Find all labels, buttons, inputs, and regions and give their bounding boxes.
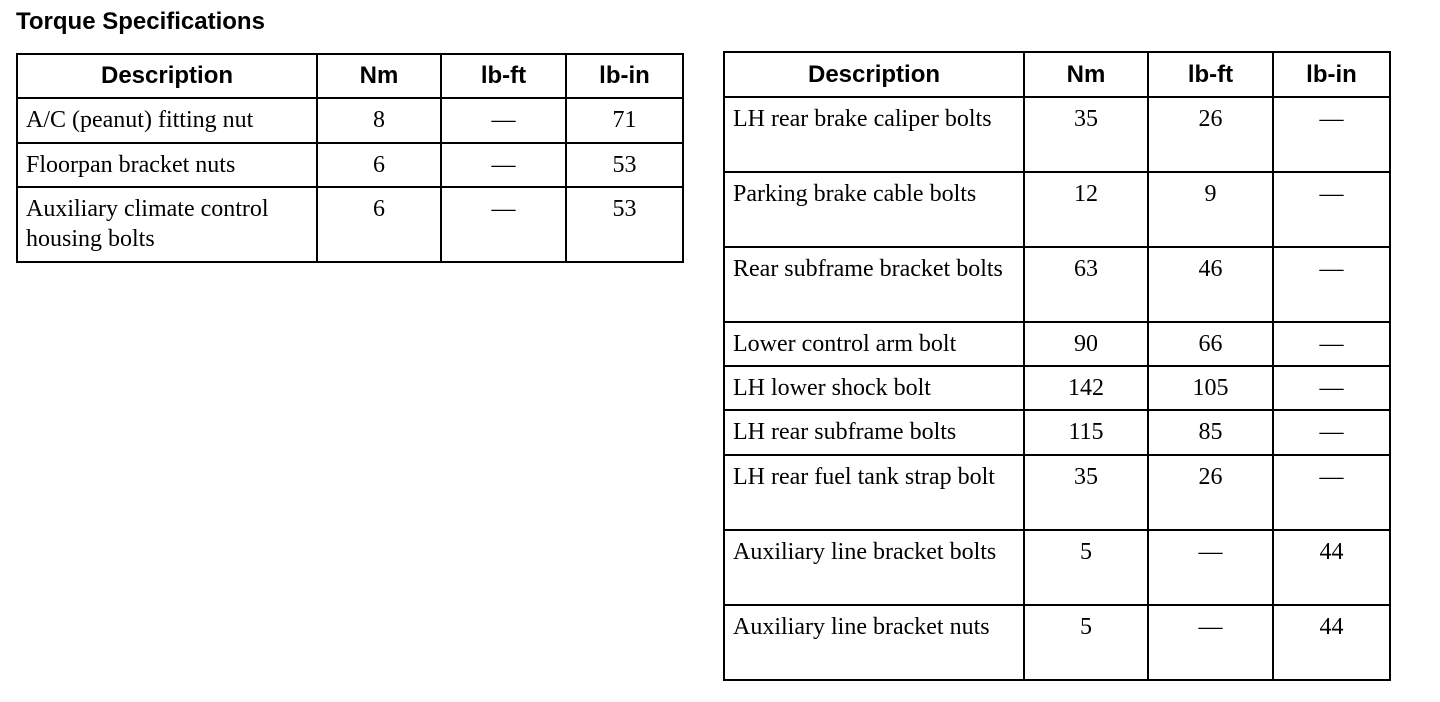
description-cell: Auxiliary line bracket nuts: [724, 605, 1024, 680]
nm-cell: 6: [317, 143, 441, 187]
torque-table-left: [16, 53, 684, 263]
lb-in-cell: 53: [566, 143, 683, 187]
table-row: [17, 143, 683, 187]
lb-ft-cell: 105: [1148, 366, 1273, 410]
nm-cell: 90: [1024, 322, 1148, 366]
description-cell: LH rear brake caliper bolts: [724, 97, 1024, 172]
table-row: [724, 366, 1390, 410]
table-row: [724, 247, 1390, 322]
lb-ft-cell: 26: [1148, 455, 1273, 530]
column-header-description: Description: [17, 54, 317, 98]
table-row: [724, 410, 1390, 455]
description-cell: Lower control arm bolt: [724, 322, 1024, 366]
column-header-lb-ft: lb-ft: [1148, 52, 1273, 97]
page-title: Torque Specifications: [16, 8, 265, 35]
lb-ft-cell: 66: [1148, 322, 1273, 366]
lb-ft-cell: —: [1148, 530, 1273, 605]
table-row: [724, 97, 1390, 172]
nm-cell: 142: [1024, 366, 1148, 410]
nm-cell: 6: [317, 187, 441, 262]
table-row: [724, 172, 1390, 247]
nm-cell: 12: [1024, 172, 1148, 247]
description-cell: Auxiliary line bracket bolts: [724, 530, 1024, 605]
lb-in-cell: 53: [566, 187, 683, 262]
column-header-description: Description: [724, 52, 1024, 97]
lb-ft-cell: —: [441, 187, 566, 262]
lb-ft-cell: —: [1148, 605, 1273, 680]
nm-cell: 5: [1024, 530, 1148, 605]
lb-ft-cell: 26: [1148, 97, 1273, 172]
torque-table-right: [723, 51, 1391, 681]
description-cell: LH rear subframe bolts: [724, 410, 1024, 455]
lb-in-cell: 44: [1273, 605, 1390, 680]
table-row: [724, 322, 1390, 366]
lb-ft-cell: 46: [1148, 247, 1273, 322]
lb-in-cell: —: [1273, 366, 1390, 410]
table-row: [724, 455, 1390, 530]
column-header-lb-in: lb-in: [566, 54, 683, 98]
column-header-nm: Nm: [317, 54, 441, 98]
description-cell: LH lower shock bolt: [724, 366, 1024, 410]
table-row: [17, 98, 683, 143]
description-cell: LH rear fuel tank strap bolt: [724, 455, 1024, 530]
description-cell: Auxiliary climate control housing bolts: [17, 187, 317, 262]
column-header-lb-ft: lb-ft: [441, 54, 566, 98]
header-row: [724, 52, 1390, 97]
lb-in-cell: —: [1273, 172, 1390, 247]
nm-cell: 35: [1024, 455, 1148, 530]
nm-cell: 8: [317, 98, 441, 143]
description-cell: A/C (peanut) fitting nut: [17, 98, 317, 143]
lb-in-cell: 71: [566, 98, 683, 143]
nm-cell: 63: [1024, 247, 1148, 322]
table-row: [17, 187, 683, 262]
lb-in-cell: —: [1273, 410, 1390, 455]
lb-ft-cell: —: [441, 98, 566, 143]
lb-ft-cell: 85: [1148, 410, 1273, 455]
nm-cell: 35: [1024, 97, 1148, 172]
description-cell: Parking brake cable bolts: [724, 172, 1024, 247]
description-cell: Floorpan bracket nuts: [17, 143, 317, 187]
table-row: [724, 530, 1390, 605]
nm-cell: 115: [1024, 410, 1148, 455]
lb-ft-cell: —: [441, 143, 566, 187]
lb-in-cell: 44: [1273, 530, 1390, 605]
lb-in-cell: —: [1273, 247, 1390, 322]
lb-ft-cell: 9: [1148, 172, 1273, 247]
nm-cell: 5: [1024, 605, 1148, 680]
table-row: [724, 605, 1390, 680]
lb-in-cell: —: [1273, 322, 1390, 366]
lb-in-cell: —: [1273, 455, 1390, 530]
header-row: [17, 54, 683, 98]
description-cell: Rear subframe bracket bolts: [724, 247, 1024, 322]
column-header-lb-in: lb-in: [1273, 52, 1390, 97]
lb-in-cell: —: [1273, 97, 1390, 172]
column-header-nm: Nm: [1024, 52, 1148, 97]
